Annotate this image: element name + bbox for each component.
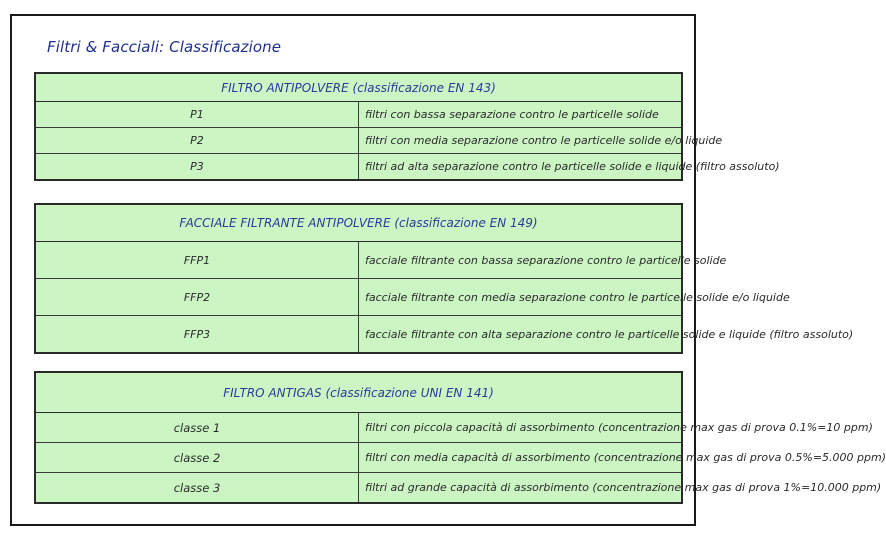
table-filtro-antigas: [34, 371, 886, 504]
table-row: [35, 279, 682, 316]
table-row: [35, 316, 682, 354]
class-code: FFP3: [35, 316, 359, 354]
class-code: P3: [35, 154, 359, 181]
class-description: facciale filtrante con media separazione contro le particelle solide e/o liquide: [359, 279, 683, 316]
class-code: classe 1: [35, 413, 359, 443]
class-description: filtri ad grande capacità di assorbimento (concentrazione max gas di prova 1%=10.000 ppm): [359, 473, 683, 504]
table-row: [35, 413, 682, 443]
table-row: [35, 128, 682, 154]
table-header: FACCIALE FILTRANTE ANTIPOLVERE (classificazione EN 149): [35, 204, 682, 242]
class-code: P1: [35, 102, 359, 128]
class-code: FFP2: [35, 279, 359, 316]
class-description: filtri con piccola capacità di assorbimento (concentrazione max gas di prova 0.1%=10 ppm): [359, 413, 683, 443]
table-row: [35, 102, 682, 128]
class-description: facciale filtrante con alta separazione contro le particelle solide e liquide (filtro assoluto): [359, 316, 683, 354]
class-description: filtri con media separazione contro le particelle solide e/o liquide: [359, 128, 683, 154]
page-title: Filtri & Facciali: Classificazione: [47, 38, 282, 56]
class-description: filtri con bassa separazione contro le particelle solide: [359, 102, 683, 128]
class-description: filtri con media capacità di assorbimento (concentrazione max gas di prova 0.5%=5.000 ppm): [359, 443, 683, 473]
table-facciale-filtrante: [34, 203, 854, 354]
class-code: classe 2: [35, 443, 359, 473]
table-header: FILTRO ANTIGAS (classificazione UNI EN 141): [35, 372, 682, 413]
table-row: [35, 242, 682, 279]
table-filtro-antipolvere: [34, 72, 780, 181]
class-code: FFP1: [35, 242, 359, 279]
table-header: FILTRO ANTIPOLVERE (classificazione EN 143): [35, 73, 682, 102]
table-row: [35, 154, 682, 181]
table-row: [35, 473, 682, 504]
table-row: [35, 443, 682, 473]
class-description: facciale filtrante con bassa separazione contro le particelle solide: [359, 242, 683, 279]
class-code: classe 3: [35, 473, 359, 504]
class-code: P2: [35, 128, 359, 154]
class-description: filtri ad alta separazione contro le particelle solide e liquide (filtro assoluto): [359, 154, 683, 181]
